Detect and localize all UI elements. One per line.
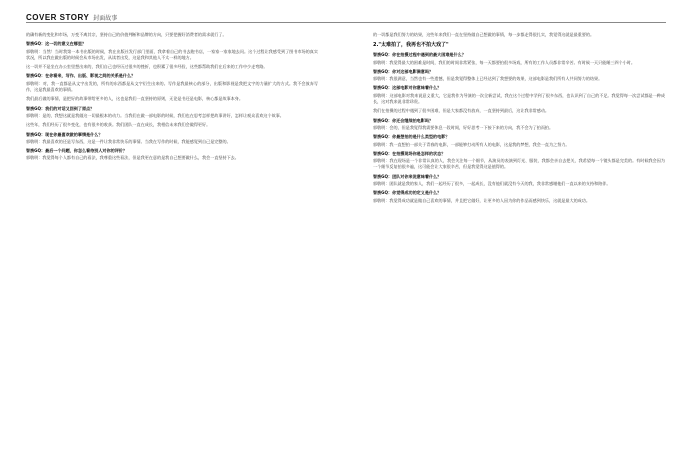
body-paragraph: 郭敬明：这部电影对我来说意义重大，它是我作为导演的一次全新尝试，我在这个过程中学到了很多东西，也认识到了自己的不足。我觉得每一次尝试都是一种成长，这对我来说非常珍贵。 [373,92,665,105]
interview-question: 智族GQ：现在你最喜欢做的事情是什么？ [26,131,103,137]
section-subtitle: 封面故事 [93,14,118,22]
body-paragraph: 郭敬明：团队就是我的家人，我们一起经历了很多，一起成长，没有他们就没有今天的我，我非常感谢他们一直以来的支持和陪伴。 [373,181,611,187]
interview-question: 智族GQ：在拍摄现场你是怎样的状态？ [373,150,446,156]
section-brand: COVER STORY [26,12,90,22]
body-paragraph: 郭敬明：我一直想拍一部关于青春的电影，一部能够打动所有人的电影，这是我的梦想，我会一直为之努力。 [373,141,570,147]
interview-question: 智族GQ：你对这部电影满意吗？ [373,68,434,74]
body-paragraph: 这些年，我们经历了很多变化，也有很多的收获。我们团队一直在成长，我相信未来我们会做得更好。 [26,122,211,128]
interview-question: 智族GQ：这一切的意义在哪里？ [26,41,87,47]
body-paragraph: 这一切并不是坐在办公室里想出来的，我们自己也经历过很多的挫折，也积累了很多经验，这些都帮助我们在后来的工作中少走弯路。 [26,64,268,70]
interview-question: 智族GQ：你在拍摄过程中遇到的最大困难是什么？ [373,52,466,58]
body-paragraph: 郭敬明：我觉得每个人都有自己的看法，我尊重这些看法，但是我更在意的是我自己想要做什么，我会一直坚持下去。 [26,155,239,161]
interview-question: 智族GQ：最后一个问题，你怎么看待别人对你的评价？ [26,148,127,154]
interview-question: 智族GQ：你最想拍的是什么类型的电影？ [373,134,450,140]
body-paragraph: 的确有新的变化和市场，万变不离其宗，坚持自己的价值判断和品牌的方向，只要把握好消费者的需求就行了。 [26,32,227,37]
body-paragraph: 郭敬明：我很满意，当然也有一些遗憾，但是我觉得整体上已经达到了我想要的效果，这部电影是我们所有人共同努力的结果。 [373,76,603,82]
interview-question: 智族GQ：你觉得成功的定义是什么？ [373,190,442,196]
body-paragraph: 郭敬明：是的，我想这就是我做这一切最根本的动力。当我们在做一部电影的时候，我们也在思考怎样把故事讲好，怎样让观众喜欢这个故事。 [26,112,284,118]
body-paragraph: 的一切都是我们努力的结果，这些年来我们一直在坚持做自己想做的事情，每一步都走得很扎实，我觉得这就是最重要的。 [373,32,595,37]
body-paragraph: 郭敬明：会的，但是我觉得我需要休息一段时间，好好思考一下接下来的方向，我不会为了拍而拍。 [373,124,554,130]
body-paragraph: 郭敬明：当然！当时我第一本书出版的时候，我在出版社发行部门里面，我拿着自己的书去跑书店，一家家一家家地去问。这个过程让我感受到了图书市场的真实状况，所以我在做出版的时候会从市场出发，从读者出发，这是我和其他人不太一样的地方。 [26,48,318,60]
body-paragraph: 郭敬明：对，我一直都是从文字出发的，所有的东西都是从文字衍生出来的。写作是我最核心的部分，出版和影视是我把文字的力量扩大的方式。我不会放弃写作，这是我最喜欢的事情。 [26,80,318,93]
interview-question: 智族GQ：这部电影对你意味着什么？ [373,85,442,91]
right-column [373,32,665,207]
left-column [26,32,318,165]
header-divider [26,22,666,23]
interview-question: 智族GQ：团队对你来说意味着什么？ [373,173,442,179]
body-paragraph: 郭敬明：我觉得最大的困难是时间，我们的时间非常紧张，每一天都要拍很多场戏，所有的工作人员都非常辛苦。有时候一天只能睡三四个小时。 [373,59,635,65]
body-paragraph: 郭敬明：我最喜欢的还是写东西，这是一件让我非常快乐的事情。当我在写作的时候，我能感觉到自己是完整的。 [26,138,231,144]
interview-question: 智族GQ：你还会继续拍电影吗？ [373,117,434,123]
body-paragraph: 郭敬明：我在现场是一个非常认真的人，我会关注每一个细节，从演员的表演到灯光、服装，我都会亲自去把关，我希望每一个镜头都是完美的。有时候我会因为一个细节反复拍很多遍，这可能会让大家很辛苦，但是我觉得这是值得的。 [373,158,665,170]
body-paragraph: 我们最后做的事情，是把好的故事带给更多的人，这也是我们一直坚持的原则，无论是书还是电影，核心都是故事本身。 [26,96,243,102]
body-paragraph: 郭敬明：我觉得成功就是做自己喜欢的事情，并且把它做好，让更多的人因为你的作品而感到快乐，这就是最大的成功。 [373,197,590,203]
body-paragraph: 我们在拍摄的过程中遇到了很多困难，但是大家都没有放弃，一直坚持到最后，这让我非常感动。 [373,108,550,114]
interview-question: 智族GQ：在你看来，写作、出版、影视之间的关系是什么？ [26,73,136,79]
interview-question: 智族GQ：我们的对话又回到了原点？ [26,105,95,111]
section-heading: 2."太难拍了，我再也不拍大戏了" [373,42,449,49]
